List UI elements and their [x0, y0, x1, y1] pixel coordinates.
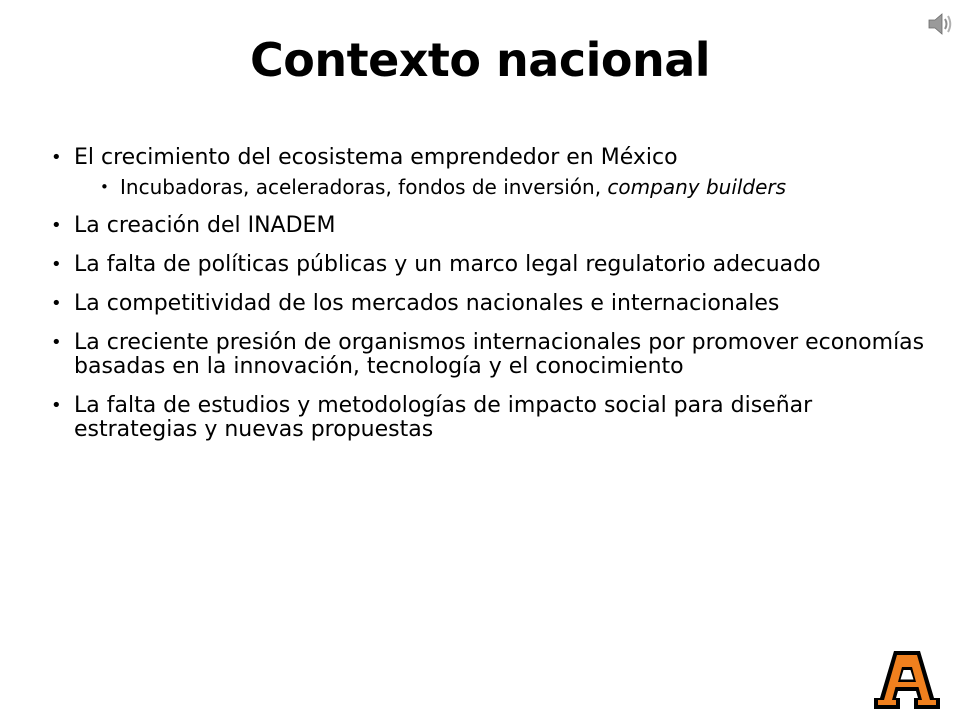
- bullet-dot-icon: •: [51, 254, 62, 275]
- bullet-item: [48, 292, 928, 316]
- bullet-text: El crecimiento del ecosistema emprendedor en México: [74, 145, 678, 170]
- bullet-item: [48, 394, 928, 442]
- bullet-dot-icon: •: [51, 332, 62, 353]
- bullet-list: [48, 146, 928, 442]
- bullet-dot-icon: •: [100, 178, 109, 196]
- letter-a-logo: [872, 650, 942, 710]
- sub-bullet-italic-text: company builders: [607, 175, 787, 199]
- bullet-text: La competitividad de los mercados nacionales e internacionales: [74, 291, 780, 316]
- sub-bullet-text: Incubadoras, aceleradoras, fondos de inversión,: [120, 175, 608, 199]
- bullet-text: La creación del INADEM: [74, 213, 336, 238]
- bullet-text: La falta de estudios y metodologías de impacto social para diseñar estrategias y nuevas propuestas: [74, 393, 813, 442]
- bullet-item: [48, 214, 928, 238]
- bullet-item: [48, 146, 928, 170]
- bullet-dot-icon: •: [51, 147, 62, 168]
- bullet-dot-icon: •: [51, 395, 62, 416]
- bullet-text: La falta de políticas públicas y un marco legal regulatorio adecuado: [74, 252, 821, 277]
- bullet-item: [48, 253, 928, 277]
- bullet-text: La creciente presión de organismos internacionales por promover economías basadas en la innovación, tecnología y el conocimiento: [74, 330, 925, 379]
- bullet-dot-icon: •: [51, 215, 62, 236]
- slide-title: Contexto nacional: [249, 33, 711, 87]
- bullet-item: [48, 331, 928, 379]
- sub-bullet-item: [98, 176, 928, 199]
- bullet-dot-icon: •: [51, 293, 62, 314]
